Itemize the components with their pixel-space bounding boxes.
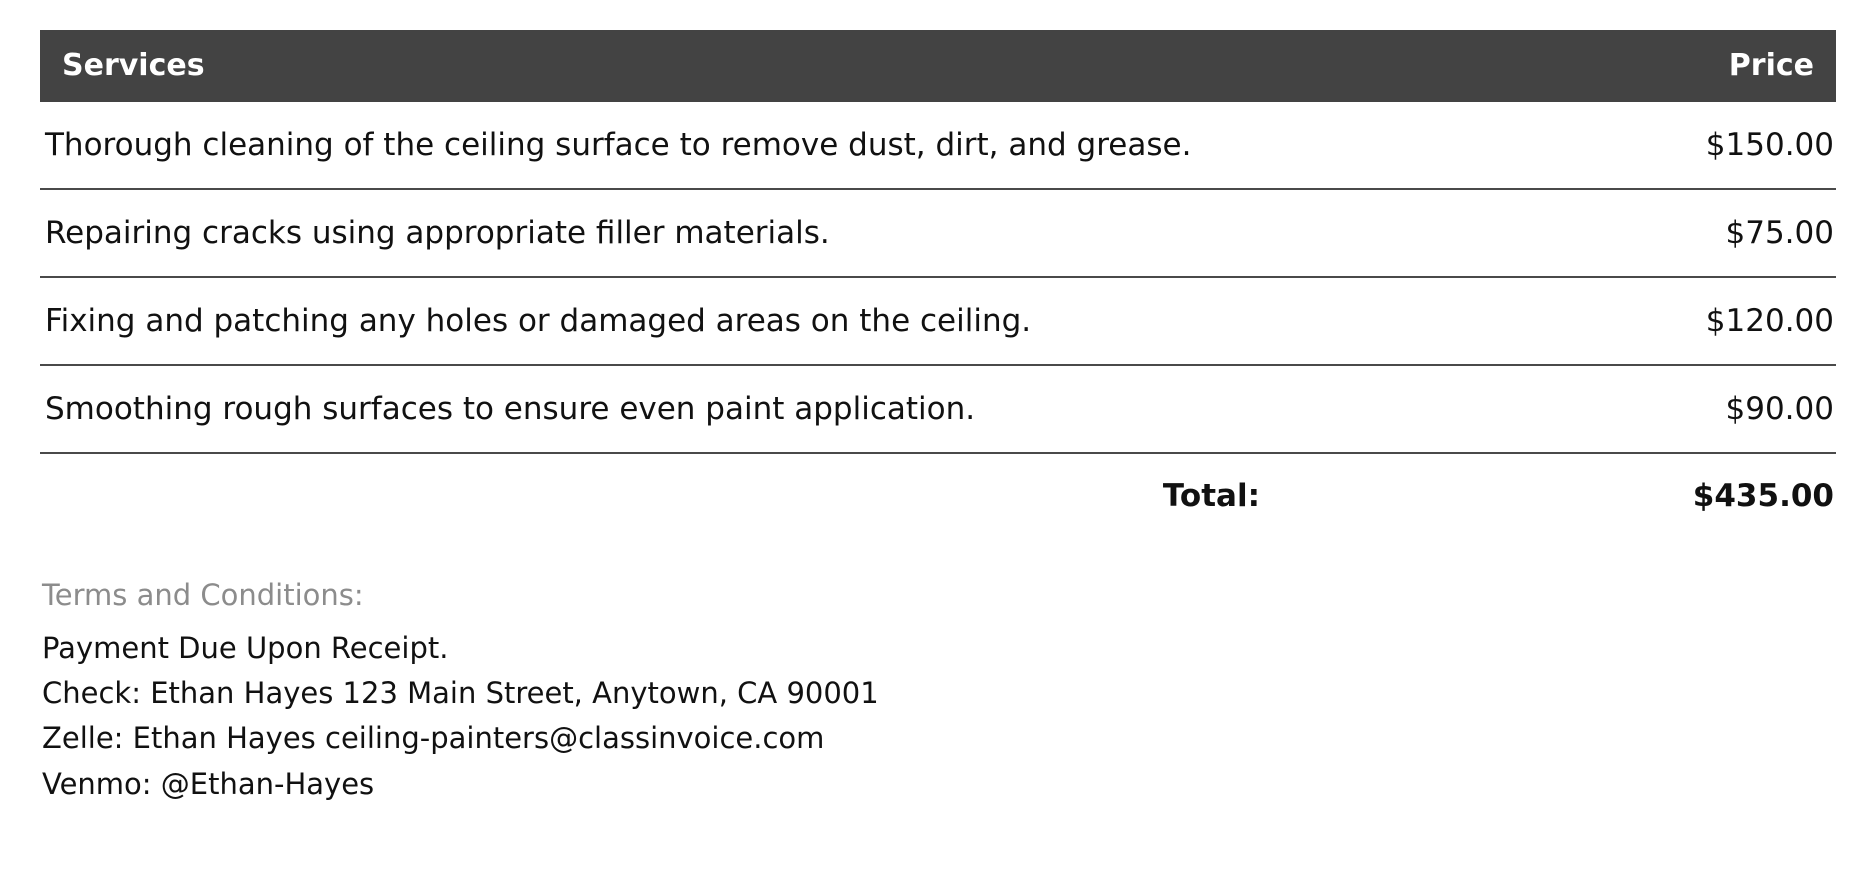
table-total-row [40,453,1836,538]
total-label: Total: [1162,478,1260,514]
terms-line-check: Check: Ethan Hayes 123 Main Street, Anytown, CA 90001 [42,676,879,711]
terms-title: Terms and Conditions: [42,578,364,612]
table-row [40,365,1836,453]
service-price: $90.00 [1352,365,1836,453]
terms-line-venmo: Venmo: @Ethan-Hayes [42,766,375,801]
service-description: Repairing cracks using appropriate filler materials. [40,189,1352,277]
service-description: Smoothing rough surfaces to ensure even paint application. [40,365,1352,453]
table-row [40,102,1836,189]
table-header-row [40,30,1836,102]
column-header-services: Services [62,48,205,83]
terms-line-payment: Payment Due Upon Receipt. [42,631,449,665]
service-price: $120.00 [1352,277,1836,365]
services-table-head [40,30,1836,102]
services-table [40,30,1836,538]
service-description: Fixing and patching any holes or damaged areas on the ceiling. [40,277,1352,365]
table-row [40,277,1836,365]
service-description: Thorough cleaning of the ceiling surface to remove dust, dirt, and grease. [40,102,1352,189]
services-table-body [40,102,1836,538]
terms-line-zelle: Zelle: Ethan Hayes ceiling-painters@classinvoice.com [42,721,825,756]
service-price: $150.00 [1352,102,1836,189]
table-row [40,189,1836,277]
terms-and-conditions [40,578,1828,807]
service-price: $75.00 [1352,189,1836,277]
column-header-price: Price [1728,48,1814,83]
total-value: $435.00 [1692,478,1834,514]
